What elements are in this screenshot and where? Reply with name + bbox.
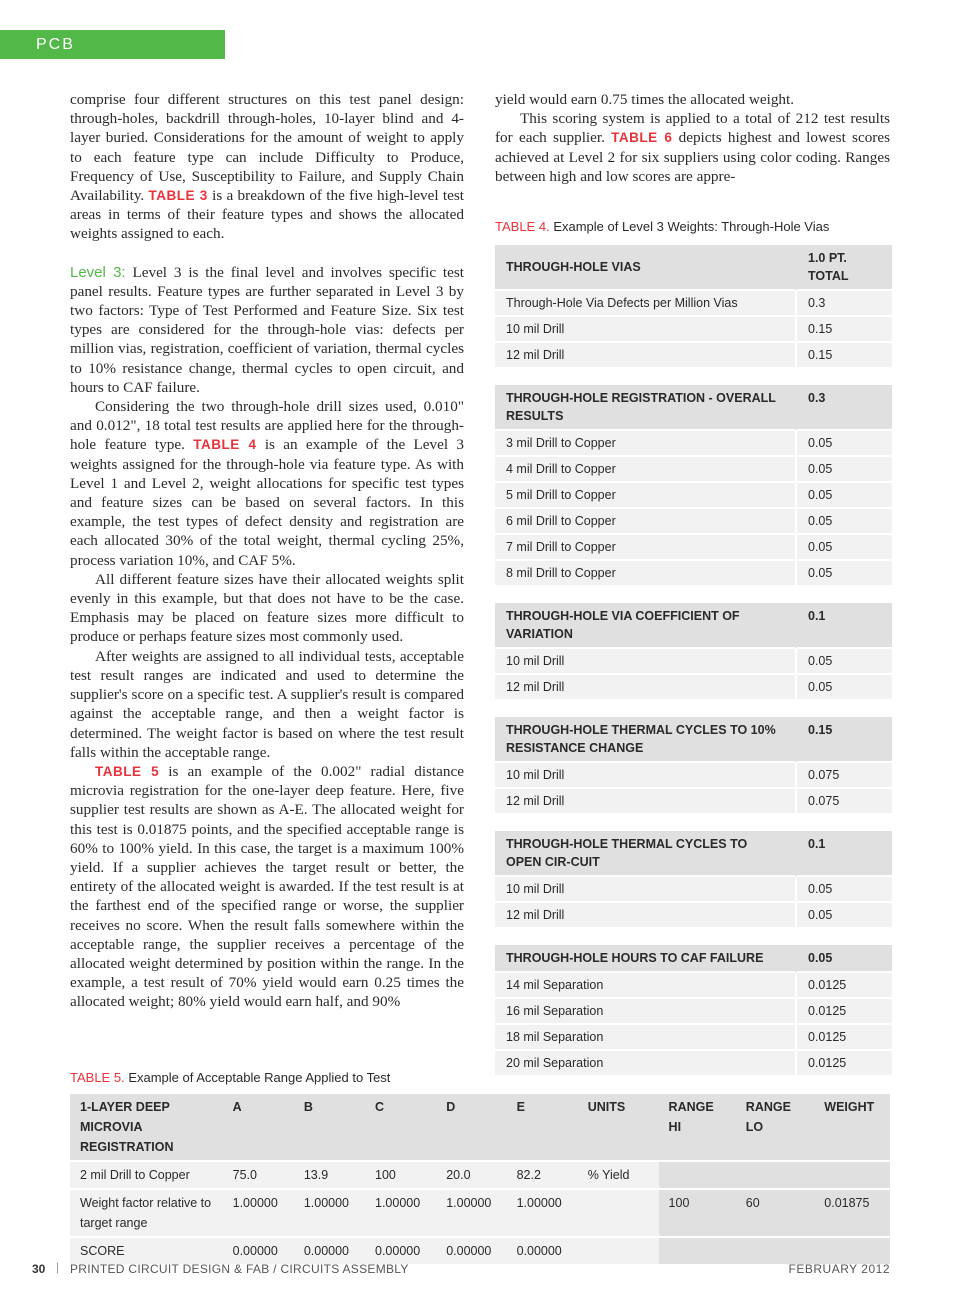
text-run: is a breakdown of the five high-level test areas in terms of their feature types and shows the allocated weights assigned to each. (70, 187, 464, 243)
table-cell: Weight factor relative to target range (70, 1188, 223, 1236)
table-cell: % Yield (578, 1160, 659, 1188)
spacer-cell (797, 701, 892, 717)
table-row (495, 291, 892, 317)
table-cell: 0.01875 (814, 1188, 890, 1236)
table-cell: 1.00000 (294, 1188, 365, 1236)
row-weight: 0.05 (797, 457, 892, 483)
row-weight: 0.075 (797, 763, 892, 789)
text-run: depicts highest and lowest scores achieved at Level 2 for six suppliers using color coding. Ranges between high and low scores are appre- (495, 129, 890, 185)
column-header: D (436, 1094, 506, 1160)
paragraph (70, 90, 464, 244)
table-cell: 100 (659, 1188, 736, 1236)
section-banner (0, 30, 225, 82)
column-header: RANGE LO (736, 1094, 814, 1160)
table4-spacer (495, 701, 892, 717)
level-heading: Level 3: (70, 263, 126, 281)
group-weight: 0.1 (797, 603, 892, 649)
table-row (495, 535, 892, 561)
table4-spacer (495, 369, 892, 385)
row-label: 10 mil Drill (495, 877, 797, 903)
issue-date: FEBRUARY 2012 (788, 1262, 890, 1276)
table4-group-header (495, 831, 892, 877)
table-row (495, 317, 892, 343)
table5-title: Example of Acceptable Range Applied to Test (128, 1070, 391, 1085)
table4-group-header (495, 603, 892, 649)
table-cell (578, 1188, 659, 1236)
table-row (495, 973, 892, 999)
column-header: B (294, 1094, 365, 1160)
table-cell (814, 1236, 890, 1264)
row-weight: 0.0125 (797, 1051, 892, 1077)
group-title: THROUGH-HOLE THERMAL CYCLES TO 10% RESISTANCE CHANGE (495, 717, 797, 763)
table-reference: TABLE 3 (148, 188, 208, 204)
paragraph: After weights are assigned to all individual tests, acceptable test result ranges are indicated and used to determine the supplier's score on a specific test. A supplier's result is compared against the acceptable range, and then a weight factor is determined. The weight factor is based on where the test result falls within the acceptable range. (70, 647, 464, 761)
spacer-cell (495, 369, 797, 385)
table4-spacer (495, 929, 892, 945)
row-label: 8 mil Drill to Copper (495, 561, 797, 587)
row-label: 5 mil Drill to Copper (495, 483, 797, 509)
table-row (495, 763, 892, 789)
text-run: Considering the two through-hole drill sizes used, 0.010" and 0.012", 18 total test results are applied here for the through-hole feature type. (70, 398, 464, 454)
row-label: 10 mil Drill (495, 763, 797, 789)
row-label: 20 mil Separation (495, 1051, 797, 1077)
row-weight: 0.15 (797, 317, 892, 343)
row-weight: 0.0125 (797, 973, 892, 999)
table5-header-row (70, 1094, 890, 1160)
row-label: 12 mil Drill (495, 903, 797, 929)
row-weight: 0.0125 (797, 999, 892, 1025)
table-cell: 0.00000 (436, 1236, 506, 1264)
table4-spacer (495, 815, 892, 831)
row-label: 10 mil Drill (495, 649, 797, 675)
table-row (70, 1188, 890, 1236)
row-weight: 0.075 (797, 789, 892, 815)
table-row (495, 903, 892, 929)
table-cell: 1.00000 (223, 1188, 294, 1236)
left-column (70, 90, 464, 1012)
row-label: 16 mil Separation (495, 999, 797, 1025)
right-column (495, 90, 890, 186)
row-weight: 0.05 (797, 877, 892, 903)
table-cell: 1.00000 (436, 1188, 506, 1236)
group-title: THROUGH-HOLE THERMAL CYCLES TO OPEN CIR-CUIT (495, 831, 797, 877)
group-weight: 0.05 (797, 945, 892, 973)
table-cell (578, 1236, 659, 1264)
column-header: 1-LAYER DEEP MICROVIA REGISTRATION (70, 1094, 223, 1160)
spacer-cell (797, 369, 892, 385)
column-header: WEIGHT (814, 1094, 890, 1160)
row-weight: 0.15 (797, 343, 892, 369)
row-weight: 0.3 (797, 291, 892, 317)
table-cell: 13.9 (294, 1160, 365, 1188)
table-cell: 75.0 (223, 1160, 294, 1188)
table-cell (814, 1160, 890, 1188)
row-weight: 0.05 (797, 675, 892, 701)
publication-name: PRINTED CIRCUIT DESIGN & FAB / CIRCUITS ASSEMBLY (70, 1262, 409, 1276)
row-weight: 0.05 (797, 903, 892, 929)
column-header: C (365, 1094, 436, 1160)
text-run: Level 3 is the final level and involves specific test panel results. Feature types are further separated in Level 3 by two factors: Type of Test Performed and Feature Size. Six test types are considered for the through-hole vias: defects per million vias, registration, coefficient of variation, thermal cycles to 10% resistance change, thermal cycles to open circuit, and hours to CAF failure. (70, 263, 465, 396)
row-label: 4 mil Drill to Copper (495, 457, 797, 483)
table4-number: TABLE 4. (495, 219, 550, 234)
table5 (70, 1094, 890, 1264)
row-weight: 0.05 (797, 561, 892, 587)
table-reference: TABLE 5 (95, 763, 160, 779)
table-cell: 1.00000 (365, 1188, 436, 1236)
table4-group-header (495, 385, 892, 431)
table-row (495, 457, 892, 483)
text-run: is an example of the Level 3 weights assigned for the through-hole via feature type. As with Level 1 and Level 2, weight allocations for specific test types and feature sizes can be based on several factors. In this example, the test types of defect density and registration are each allocated 30% of the total weight, thermal cycling 25%, process variation 10%, and CAF 5%. (70, 436, 465, 569)
table-row (495, 999, 892, 1025)
table-row (495, 431, 892, 457)
table-cell: 2 mil Drill to Copper (70, 1160, 223, 1188)
table-row (495, 509, 892, 535)
group-title: THROUGH-HOLE REGISTRATION - OVERALL RESULTS (495, 385, 797, 431)
column-header: RANGE HI (659, 1094, 736, 1160)
row-weight: 0.0125 (797, 1025, 892, 1051)
spacer-cell (797, 815, 892, 831)
table-cell (736, 1236, 814, 1264)
table-cell: 60 (736, 1188, 814, 1236)
table4-title: Example of Level 3 Weights: Through-Hole Vias (553, 219, 830, 234)
table5-caption (70, 1070, 390, 1085)
table-row (495, 675, 892, 701)
table5-number: TABLE 5. (70, 1070, 125, 1085)
footer-separator: | (56, 1260, 60, 1274)
group-title: THROUGH-HOLE VIA COEFFICIENT OF VARIATION (495, 603, 797, 649)
paragraph (70, 263, 464, 397)
paragraph (70, 762, 464, 1012)
table4-group-header (495, 945, 892, 973)
spacer-cell (495, 815, 797, 831)
row-weight: 0.05 (797, 509, 892, 535)
row-label: 18 mil Separation (495, 1025, 797, 1051)
column-header: E (507, 1094, 578, 1160)
table-cell: 0.00000 (223, 1236, 294, 1264)
table-row (70, 1236, 890, 1264)
row-label: 14 mil Separation (495, 973, 797, 999)
table-row (495, 877, 892, 903)
row-label: 3 mil Drill to Copper (495, 431, 797, 457)
group-weight: 0.15 (797, 717, 892, 763)
table-row (495, 343, 892, 369)
text-run: is an example of the 0.002" radial distance microvia registration for the one-layer deep feature. Here, five supplier test results are shown as A-E. The allocated weight for this test is 0.01875 points, and the specified acceptable range is 60% to 100% yield. In this case, the target is a maximum 100% yield. If a supplier achieves the target result or better, the entirety of the allocated weight is awarded. If the test result is at the farthest end of the specified range or worse, the supplier receives no score. When the result falls somewhere within the acceptable range, the supplier receives a percentage of the allocated weight determined by position within the range. In the example, a test result of 70% yield would earn 0.25 times the allocated weight; 80% yield would earn half, and 90% (70, 762, 464, 1011)
table4-group-header (495, 717, 892, 763)
page-number: 30 (32, 1262, 46, 1276)
table-reference: TABLE 6 (611, 130, 673, 146)
group-weight: 0.1 (797, 831, 892, 877)
table-row (495, 561, 892, 587)
column-header: A (223, 1094, 294, 1160)
row-label: 7 mil Drill to Copper (495, 535, 797, 561)
paragraph: yield would earn 0.75 times the allocated weight. (495, 91, 795, 108)
table4-caption (495, 219, 829, 234)
table-cell: 0.00000 (365, 1236, 436, 1264)
table-row (495, 789, 892, 815)
spacer-cell (797, 929, 892, 945)
group-weight: 1.0 PT. TOTAL (797, 245, 892, 291)
table-row (495, 1025, 892, 1051)
spacer-cell (797, 587, 892, 603)
spacer-cell (495, 929, 797, 945)
table-cell: 100 (365, 1160, 436, 1188)
table-cell: 1.00000 (507, 1188, 578, 1236)
row-weight: 0.05 (797, 483, 892, 509)
table-cell (659, 1160, 736, 1188)
table-cell: SCORE (70, 1236, 223, 1264)
table-row (495, 649, 892, 675)
paragraph: All different feature sizes have their allocated weights split evenly in this example, but that does not have to be the case. Emphasis may be placed on feature sizes more difficult to produce or perhaps feature sizes most commonly used. (70, 570, 464, 646)
text-run: This scoring system is applied to a total of 212 test results for each supplier. (495, 110, 890, 147)
row-label: Through-Hole Via Defects per Million Vias (495, 291, 797, 317)
row-label: 12 mil Drill (495, 789, 797, 815)
table-reference: TABLE 4 (193, 437, 257, 453)
spacer-cell (495, 701, 797, 717)
spacer-cell (495, 587, 797, 603)
table-cell (736, 1160, 814, 1188)
table-row (495, 483, 892, 509)
banner-light: PCB (36, 36, 75, 53)
table4-spacer (495, 587, 892, 603)
row-weight: 0.05 (797, 431, 892, 457)
column-header: UNITS (578, 1094, 659, 1160)
group-title: THROUGH-HOLE VIAS (495, 245, 797, 291)
table-cell: 20.0 (436, 1160, 506, 1188)
row-weight: 0.05 (797, 649, 892, 675)
table-cell: 0.00000 (294, 1236, 365, 1264)
table-row (70, 1160, 890, 1188)
table-cell (659, 1236, 736, 1264)
row-label: 12 mil Drill (495, 343, 797, 369)
table-row (495, 1051, 892, 1077)
table-cell: 0.00000 (507, 1236, 578, 1264)
text-run: comprise four different structures on this test panel design: through-holes, backdrill through-holes, 10-layer blind and 4-layer buried. Considerations for the amount of weight to apply to each feature type can include Difficulty to Produce, Frequency of Use, Susceptibility to Failure, and Supply Chain Availability. (70, 91, 464, 205)
banner-bold: QUALIFICATION (36, 65, 187, 82)
group-weight: 0.3 (797, 385, 892, 431)
row-label: 6 mil Drill to Copper (495, 509, 797, 535)
table4-group-header (495, 245, 892, 291)
group-title: THROUGH-HOLE HOURS TO CAF FAILURE (495, 945, 797, 973)
row-label: 10 mil Drill (495, 317, 797, 343)
paragraph (70, 397, 464, 570)
row-weight: 0.05 (797, 535, 892, 561)
table4 (495, 245, 892, 1077)
row-label: 12 mil Drill (495, 675, 797, 701)
paragraph (495, 109, 890, 186)
table-cell: 82.2 (507, 1160, 578, 1188)
